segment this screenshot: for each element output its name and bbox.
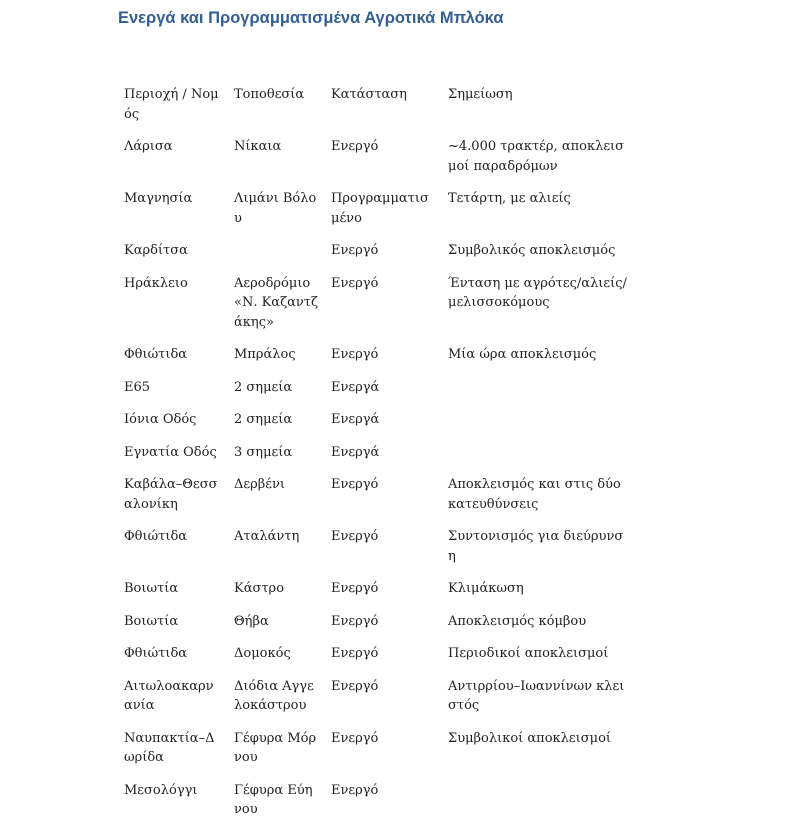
- table-row: [118, 609, 637, 642]
- table-row: [118, 375, 637, 408]
- cell-region: Ναυπακτία–Δωρίδα: [124, 730, 215, 765]
- table-header-row: [118, 82, 637, 134]
- cell-note: Ένταση με αγρότες/αλιείς/μελισσοκόμους: [448, 275, 627, 310]
- cell-location: Λιμάνι Βόλου: [234, 191, 317, 226]
- cell-region: Καρδίτσα: [124, 243, 188, 258]
- header-note: Σημείωση: [448, 87, 513, 102]
- cell-status: Ενεργό: [331, 529, 379, 544]
- page-title: Ενεργά και Προγραμματισμένα Αγροτικά Μπλόκα: [118, 9, 504, 27]
- cell-location: Δερβένι: [234, 477, 286, 492]
- cell-note: Συμβολικός αποκλεισμός: [448, 243, 616, 258]
- table-row: [118, 342, 637, 375]
- cell-location: Γέφυρα Εύηνου: [234, 782, 313, 817]
- cell-location: 2 σημεία: [234, 412, 293, 427]
- table-row: [118, 674, 637, 726]
- blockades-table: [118, 82, 637, 830]
- cell-note: Κλιμάκωση: [448, 581, 524, 596]
- cell-location: Αεροδρόμιο «Ν. Καζαντζάκης»: [234, 275, 319, 330]
- table-row: [118, 726, 637, 778]
- cell-note: Συντονισμός για διεύρυνση: [448, 529, 624, 564]
- cell-region: Μεσολόγγι: [124, 782, 198, 798]
- cell-location: Δομοκός: [234, 646, 291, 661]
- cell-region: Βοιωτία: [124, 581, 179, 596]
- cell-note: Μία ώρα αποκλεισμός: [448, 347, 597, 362]
- cell-location: Νίκαια: [234, 139, 282, 154]
- cell-note: [442, 440, 637, 473]
- cell-note: ~4.000 τρακτέρ, αποκλεισμοί παραδρόμων: [448, 139, 625, 174]
- cell-status: Ενεργά: [331, 444, 380, 460]
- cell-status: Προγραμματισμένο: [331, 191, 429, 226]
- cell-location: 3 σημεία: [234, 444, 293, 460]
- cell-note: Αποκλεισμός κόμβου: [448, 613, 587, 629]
- table-row: [118, 238, 637, 271]
- cell-note: Αποκλεισμός και στις δύο κατευθύνσεις: [448, 477, 621, 512]
- table-row: [118, 440, 637, 473]
- cell-status: Ενεργό: [331, 139, 379, 154]
- table-row: [118, 576, 637, 609]
- cell-region: Φθιώτιδα: [124, 347, 188, 362]
- cell-note: [442, 375, 637, 408]
- cell-region: Φθιώτιδα: [124, 646, 188, 661]
- cell-location: Μπράλος: [234, 347, 296, 362]
- cell-region: Βοιωτία: [124, 613, 179, 629]
- cell-status: Ενεργό: [331, 730, 379, 746]
- cell-status: Ενεργό: [331, 678, 379, 694]
- cell-status: Ενεργό: [331, 782, 379, 798]
- cell-note: Περιοδικοί αποκλεισμοί: [448, 646, 609, 661]
- cell-location: Κάστρο: [234, 581, 285, 596]
- cell-status: Ενεργά: [331, 412, 380, 427]
- cell-region: Αιτωλοακαρνανία: [124, 678, 214, 713]
- cell-status: Ενεργά: [331, 379, 380, 395]
- cell-region: Φθιώτιδα: [124, 529, 188, 544]
- cell-note: [442, 407, 637, 440]
- cell-status: Ενεργό: [331, 275, 379, 291]
- header-location: Τοποθεσία: [234, 87, 305, 102]
- cell-note: [442, 778, 637, 830]
- table-row: [118, 641, 637, 674]
- cell-note: Αντιρρίου–Ιωαννίνων κλειστός: [448, 678, 625, 713]
- cell-location: Διόδια Αγγελοκάστρου: [234, 678, 314, 713]
- cell-location: [228, 238, 325, 271]
- table-row: [118, 271, 637, 343]
- cell-region: Ε65: [124, 379, 151, 395]
- cell-status: Ενεργό: [331, 347, 379, 362]
- table-row: [118, 524, 637, 576]
- cell-location: Γέφυρα Μόρνου: [234, 730, 317, 765]
- cell-region: Εγνατία Οδός: [124, 444, 217, 460]
- cell-note: Συμβολικοί αποκλεισμοί: [448, 730, 611, 746]
- cell-region: Ιόνια Οδός: [124, 412, 197, 427]
- table-row: [118, 778, 637, 830]
- cell-location: 2 σημεία: [234, 379, 293, 395]
- cell-status: Ενεργό: [331, 477, 379, 492]
- header-status: Κατάσταση: [331, 87, 407, 102]
- cell-region: Λάρισα: [124, 139, 173, 154]
- cell-region: Μαγνησία: [124, 191, 193, 206]
- cell-location: Αταλάντη: [234, 529, 300, 544]
- header-region: Περιοχή / Νομός: [124, 87, 219, 122]
- cell-note: Τετάρτη, με αλιείς: [448, 191, 571, 206]
- cell-region: Ηράκλειο: [124, 275, 188, 291]
- cell-status: Ενεργό: [331, 646, 379, 661]
- table-row: [118, 472, 637, 524]
- cell-status: Ενεργό: [331, 243, 379, 258]
- cell-status: Ενεργό: [331, 613, 379, 629]
- table-row: [118, 407, 637, 440]
- table-row: [118, 134, 637, 186]
- cell-status: Ενεργό: [331, 581, 379, 596]
- cell-region: Καβάλα–Θεσσαλονίκη: [124, 477, 218, 512]
- table-row: [118, 186, 637, 238]
- cell-location: Θήβα: [234, 613, 269, 629]
